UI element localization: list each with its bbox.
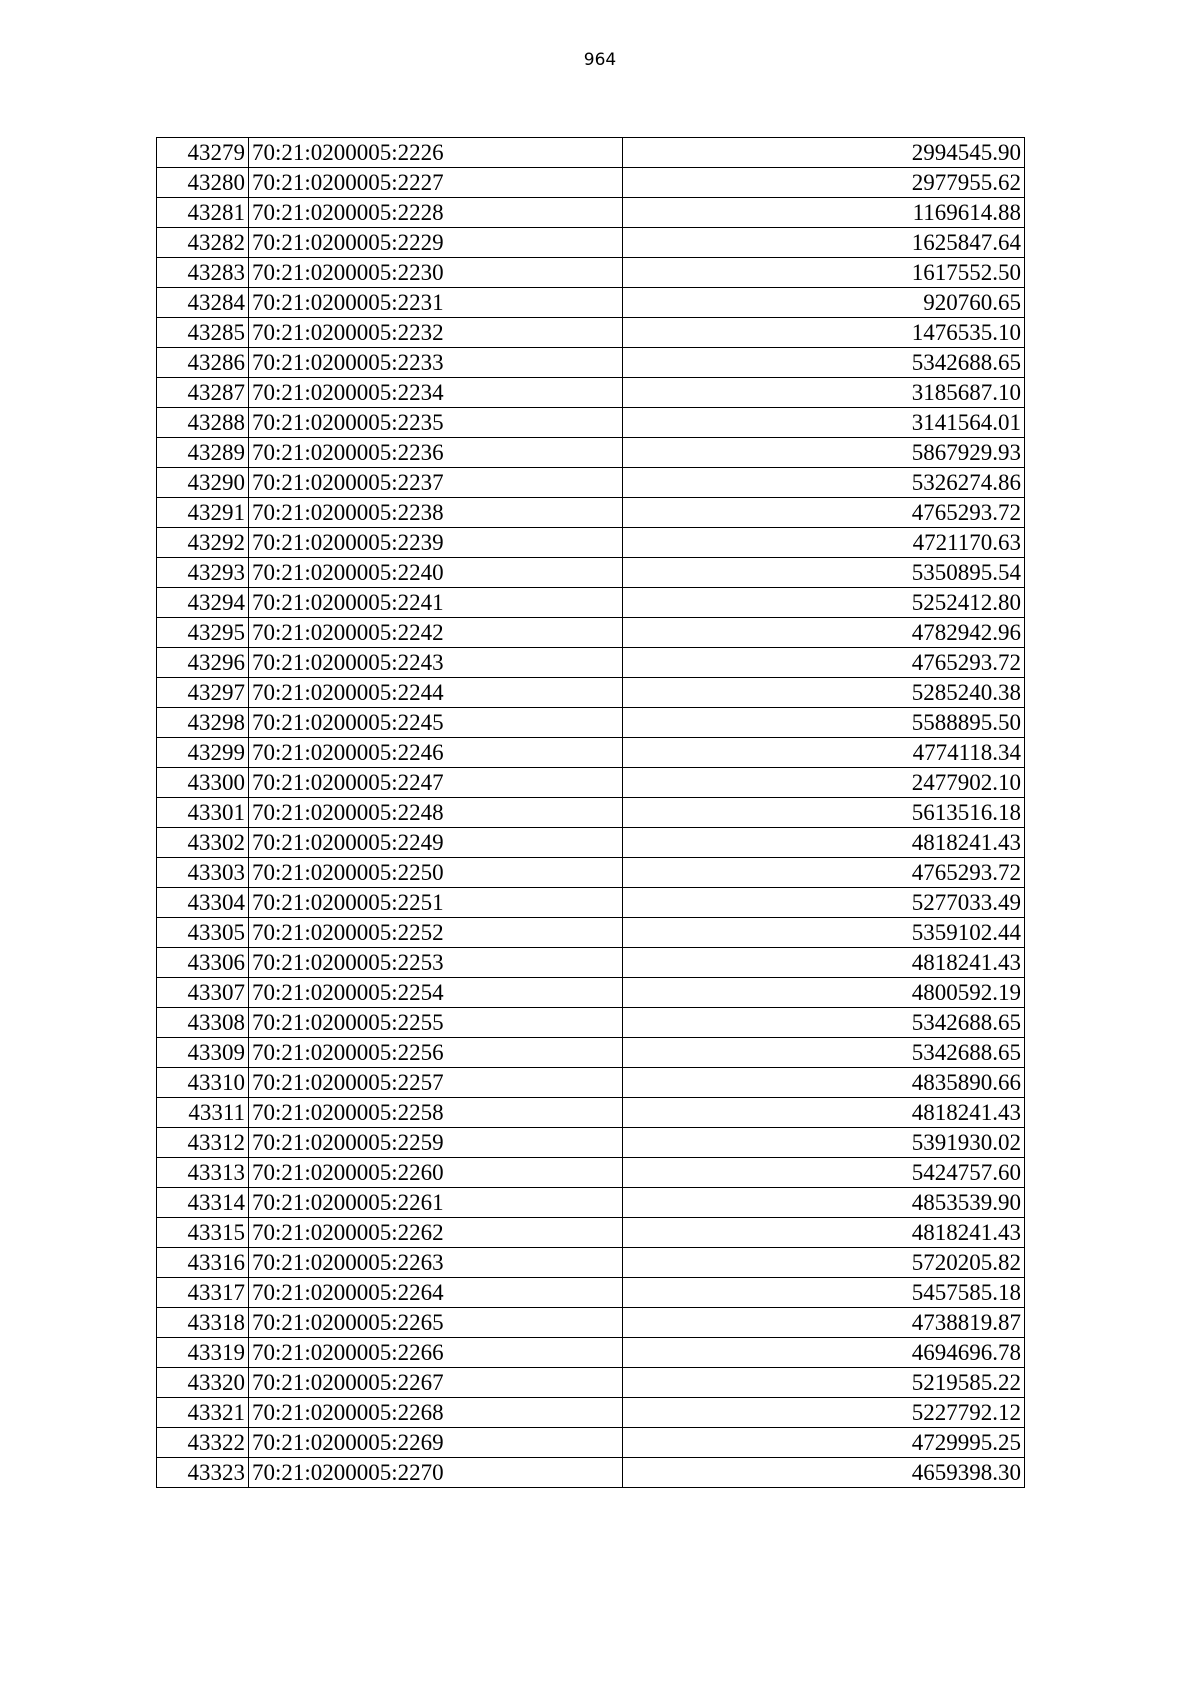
table-row	[157, 948, 1025, 978]
row-number-cell: 43282	[157, 228, 249, 258]
table-row	[157, 498, 1025, 528]
table-row	[157, 798, 1025, 828]
row-number-cell: 43318	[157, 1308, 249, 1338]
cadastral-number-cell: 70:21:0200005:2233	[249, 348, 623, 378]
row-number-cell: 43285	[157, 318, 249, 348]
cadastral-number-cell: 70:21:0200005:2245	[249, 708, 623, 738]
cadastral-value-cell: 4818241.43	[623, 1098, 1025, 1128]
cadastral-value-cell: 5252412.80	[623, 588, 1025, 618]
cadastral-number-cell: 70:21:0200005:2270	[249, 1458, 623, 1488]
cadastral-value-cell: 5391930.02	[623, 1128, 1025, 1158]
table-row	[157, 168, 1025, 198]
cadastral-value-cell: 2477902.10	[623, 768, 1025, 798]
cadastral-number-cell: 70:21:0200005:2241	[249, 588, 623, 618]
row-number-cell: 43313	[157, 1158, 249, 1188]
cadastral-value-cell: 5326274.86	[623, 468, 1025, 498]
row-number-cell: 43309	[157, 1038, 249, 1068]
row-number-cell: 43314	[157, 1188, 249, 1218]
table-row	[157, 1248, 1025, 1278]
cadastral-value-cell: 5457585.18	[623, 1278, 1025, 1308]
cadastral-value-cell: 4782942.96	[623, 618, 1025, 648]
table-row	[157, 648, 1025, 678]
table-row	[157, 1128, 1025, 1158]
cadastral-value-cell: 5867929.93	[623, 438, 1025, 468]
cadastral-number-cell: 70:21:0200005:2248	[249, 798, 623, 828]
row-number-cell: 43280	[157, 168, 249, 198]
table-row	[157, 588, 1025, 618]
row-number-cell: 43299	[157, 738, 249, 768]
row-number-cell: 43322	[157, 1428, 249, 1458]
cadastral-number-cell: 70:21:0200005:2226	[249, 138, 623, 168]
table-row	[157, 738, 1025, 768]
row-number-cell: 43320	[157, 1368, 249, 1398]
table-row	[157, 678, 1025, 708]
cadastral-value-cell: 4729995.25	[623, 1428, 1025, 1458]
table-row	[157, 1008, 1025, 1038]
table-row	[157, 528, 1025, 558]
table-row	[157, 708, 1025, 738]
row-number-cell: 43292	[157, 528, 249, 558]
row-number-cell: 43295	[157, 618, 249, 648]
table-row	[157, 1188, 1025, 1218]
cadastral-value-cell: 5720205.82	[623, 1248, 1025, 1278]
cadastral-value-cell: 4818241.43	[623, 1218, 1025, 1248]
cadastral-number-cell: 70:21:0200005:2252	[249, 918, 623, 948]
cadastral-number-cell: 70:21:0200005:2257	[249, 1068, 623, 1098]
table-row	[157, 828, 1025, 858]
cadastral-number-cell: 70:21:0200005:2244	[249, 678, 623, 708]
cadastral-value-cell: 5359102.44	[623, 918, 1025, 948]
cadastral-value-cell: 4721170.63	[623, 528, 1025, 558]
row-number-cell: 43279	[157, 138, 249, 168]
row-number-cell: 43294	[157, 588, 249, 618]
table-row	[157, 378, 1025, 408]
row-number-cell: 43305	[157, 918, 249, 948]
page-number: 964	[583, 50, 617, 70]
table-row	[157, 978, 1025, 1008]
row-number-cell: 43293	[157, 558, 249, 588]
cadastral-number-cell: 70:21:0200005:2228	[249, 198, 623, 228]
cadastral-value-cell: 5588895.50	[623, 708, 1025, 738]
table-row	[157, 918, 1025, 948]
cadastral-value-cell: 5350895.54	[623, 558, 1025, 588]
cadastral-number-cell: 70:21:0200005:2261	[249, 1188, 623, 1218]
cadastral-value-cell: 5227792.12	[623, 1398, 1025, 1428]
row-number-cell: 43291	[157, 498, 249, 528]
row-number-cell: 43302	[157, 828, 249, 858]
cadastral-number-cell: 70:21:0200005:2255	[249, 1008, 623, 1038]
cadastral-number-cell: 70:21:0200005:2239	[249, 528, 623, 558]
cadastral-value-cell: 4765293.72	[623, 498, 1025, 528]
row-number-cell: 43298	[157, 708, 249, 738]
table-row	[157, 1428, 1025, 1458]
row-number-cell: 43306	[157, 948, 249, 978]
row-number-cell: 43301	[157, 798, 249, 828]
cadastral-number-cell: 70:21:0200005:2249	[249, 828, 623, 858]
row-number-cell: 43304	[157, 888, 249, 918]
cadastral-number-cell: 70:21:0200005:2230	[249, 258, 623, 288]
cadastral-number-cell: 70:21:0200005:2263	[249, 1248, 623, 1278]
cadastral-number-cell: 70:21:0200005:2262	[249, 1218, 623, 1248]
table-row	[157, 348, 1025, 378]
cadastral-value-cell: 5342688.65	[623, 348, 1025, 378]
cadastral-number-cell: 70:21:0200005:2236	[249, 438, 623, 468]
cadastral-number-cell: 70:21:0200005:2267	[249, 1368, 623, 1398]
row-number-cell: 43311	[157, 1098, 249, 1128]
cadastral-value-cell: 5219585.22	[623, 1368, 1025, 1398]
cadastral-value-cell: 4738819.87	[623, 1308, 1025, 1338]
cadastral-number-cell: 70:21:0200005:2258	[249, 1098, 623, 1128]
row-number-cell: 43316	[157, 1248, 249, 1278]
cadastral-number-cell: 70:21:0200005:2260	[249, 1158, 623, 1188]
cadastral-value-cell: 4853539.90	[623, 1188, 1025, 1218]
cadastral-value-cell: 1476535.10	[623, 318, 1025, 348]
table-row	[157, 888, 1025, 918]
row-number-cell: 43300	[157, 768, 249, 798]
table-row	[157, 138, 1025, 168]
cadastral-number-cell: 70:21:0200005:2235	[249, 408, 623, 438]
table-row	[157, 438, 1025, 468]
cadastral-number-cell: 70:21:0200005:2250	[249, 858, 623, 888]
cadastral-number-cell: 70:21:0200005:2240	[249, 558, 623, 588]
cadastral-number-cell: 70:21:0200005:2266	[249, 1338, 623, 1368]
cadastral-value-cell: 3185687.10	[623, 378, 1025, 408]
cadastral-value-cell: 4818241.43	[623, 828, 1025, 858]
cadastral-value-cell: 5342688.65	[623, 1008, 1025, 1038]
cadastral-number-cell: 70:21:0200005:2229	[249, 228, 623, 258]
cadastral-value-cell: 5285240.38	[623, 678, 1025, 708]
cadastral-number-cell: 70:21:0200005:2234	[249, 378, 623, 408]
table-row	[157, 198, 1025, 228]
table-row	[157, 228, 1025, 258]
table-row	[157, 1158, 1025, 1188]
row-number-cell: 43312	[157, 1128, 249, 1158]
row-number-cell: 43307	[157, 978, 249, 1008]
cadastral-value-cell: 4835890.66	[623, 1068, 1025, 1098]
table-row	[157, 858, 1025, 888]
cadastral-number-cell: 70:21:0200005:2256	[249, 1038, 623, 1068]
cadastral-value-cell: 1169614.88	[623, 198, 1025, 228]
cadastral-value-cell: 5613516.18	[623, 798, 1025, 828]
row-number-cell: 43296	[157, 648, 249, 678]
cadastral-number-cell: 70:21:0200005:2227	[249, 168, 623, 198]
cadastral-number-cell: 70:21:0200005:2269	[249, 1428, 623, 1458]
table-row	[157, 318, 1025, 348]
cadastral-value-cell: 920760.65	[623, 288, 1025, 318]
cadastral-value-cell: 4765293.72	[623, 648, 1025, 678]
cadastral-value-cell: 5342688.65	[623, 1038, 1025, 1068]
row-number-cell: 43286	[157, 348, 249, 378]
cadastral-value-table	[156, 137, 1025, 1488]
row-number-cell: 43321	[157, 1398, 249, 1428]
table-row	[157, 258, 1025, 288]
table-row	[157, 768, 1025, 798]
cadastral-number-cell: 70:21:0200005:2243	[249, 648, 623, 678]
row-number-cell: 43317	[157, 1278, 249, 1308]
cadastral-value-cell: 2994545.90	[623, 138, 1025, 168]
cadastral-number-cell: 70:21:0200005:2268	[249, 1398, 623, 1428]
row-number-cell: 43319	[157, 1338, 249, 1368]
table-row	[157, 408, 1025, 438]
cadastral-number-cell: 70:21:0200005:2265	[249, 1308, 623, 1338]
row-number-cell: 43303	[157, 858, 249, 888]
row-number-cell: 43288	[157, 408, 249, 438]
table-row	[157, 1398, 1025, 1428]
table-row	[157, 1368, 1025, 1398]
table-row	[157, 558, 1025, 588]
row-number-cell: 43310	[157, 1068, 249, 1098]
cadastral-value-cell: 3141564.01	[623, 408, 1025, 438]
cadastral-value-cell: 1625847.64	[623, 228, 1025, 258]
table-row	[157, 1338, 1025, 1368]
cadastral-value-cell: 4818241.43	[623, 948, 1025, 978]
cadastral-value-cell: 5424757.60	[623, 1158, 1025, 1188]
cadastral-number-cell: 70:21:0200005:2251	[249, 888, 623, 918]
cadastral-value-cell: 4774118.34	[623, 738, 1025, 768]
row-number-cell: 43290	[157, 468, 249, 498]
row-number-cell: 43297	[157, 678, 249, 708]
cadastral-value-cell: 4694696.78	[623, 1338, 1025, 1368]
table-row	[157, 1098, 1025, 1128]
table-row	[157, 1218, 1025, 1248]
row-number-cell: 43308	[157, 1008, 249, 1038]
cadastral-value-cell: 4659398.30	[623, 1458, 1025, 1488]
cadastral-value-cell: 2977955.62	[623, 168, 1025, 198]
cadastral-number-cell: 70:21:0200005:2231	[249, 288, 623, 318]
cadastral-number-cell: 70:21:0200005:2264	[249, 1278, 623, 1308]
cadastral-number-cell: 70:21:0200005:2259	[249, 1128, 623, 1158]
row-number-cell: 43315	[157, 1218, 249, 1248]
cadastral-number-cell: 70:21:0200005:2254	[249, 978, 623, 1008]
row-number-cell: 43284	[157, 288, 249, 318]
cadastral-value-cell: 5277033.49	[623, 888, 1025, 918]
row-number-cell: 43289	[157, 438, 249, 468]
cadastral-number-cell: 70:21:0200005:2238	[249, 498, 623, 528]
cadastral-number-cell: 70:21:0200005:2242	[249, 618, 623, 648]
table-row	[157, 1278, 1025, 1308]
cadastral-value-cell: 1617552.50	[623, 258, 1025, 288]
cadastral-number-cell: 70:21:0200005:2237	[249, 468, 623, 498]
cadastral-number-cell: 70:21:0200005:2247	[249, 768, 623, 798]
table-body	[157, 138, 1025, 1488]
table-row	[157, 1308, 1025, 1338]
table-row	[157, 618, 1025, 648]
table-row	[157, 468, 1025, 498]
row-number-cell: 43281	[157, 198, 249, 228]
cadastral-number-cell: 70:21:0200005:2253	[249, 948, 623, 978]
cadastral-value-cell: 4800592.19	[623, 978, 1025, 1008]
row-number-cell: 43283	[157, 258, 249, 288]
cadastral-value-cell: 4765293.72	[623, 858, 1025, 888]
table-row	[157, 288, 1025, 318]
table-row	[157, 1458, 1025, 1488]
table-row	[157, 1038, 1025, 1068]
row-number-cell: 43323	[157, 1458, 249, 1488]
table-row	[157, 1068, 1025, 1098]
cadastral-number-cell: 70:21:0200005:2232	[249, 318, 623, 348]
row-number-cell: 43287	[157, 378, 249, 408]
cadastral-number-cell: 70:21:0200005:2246	[249, 738, 623, 768]
